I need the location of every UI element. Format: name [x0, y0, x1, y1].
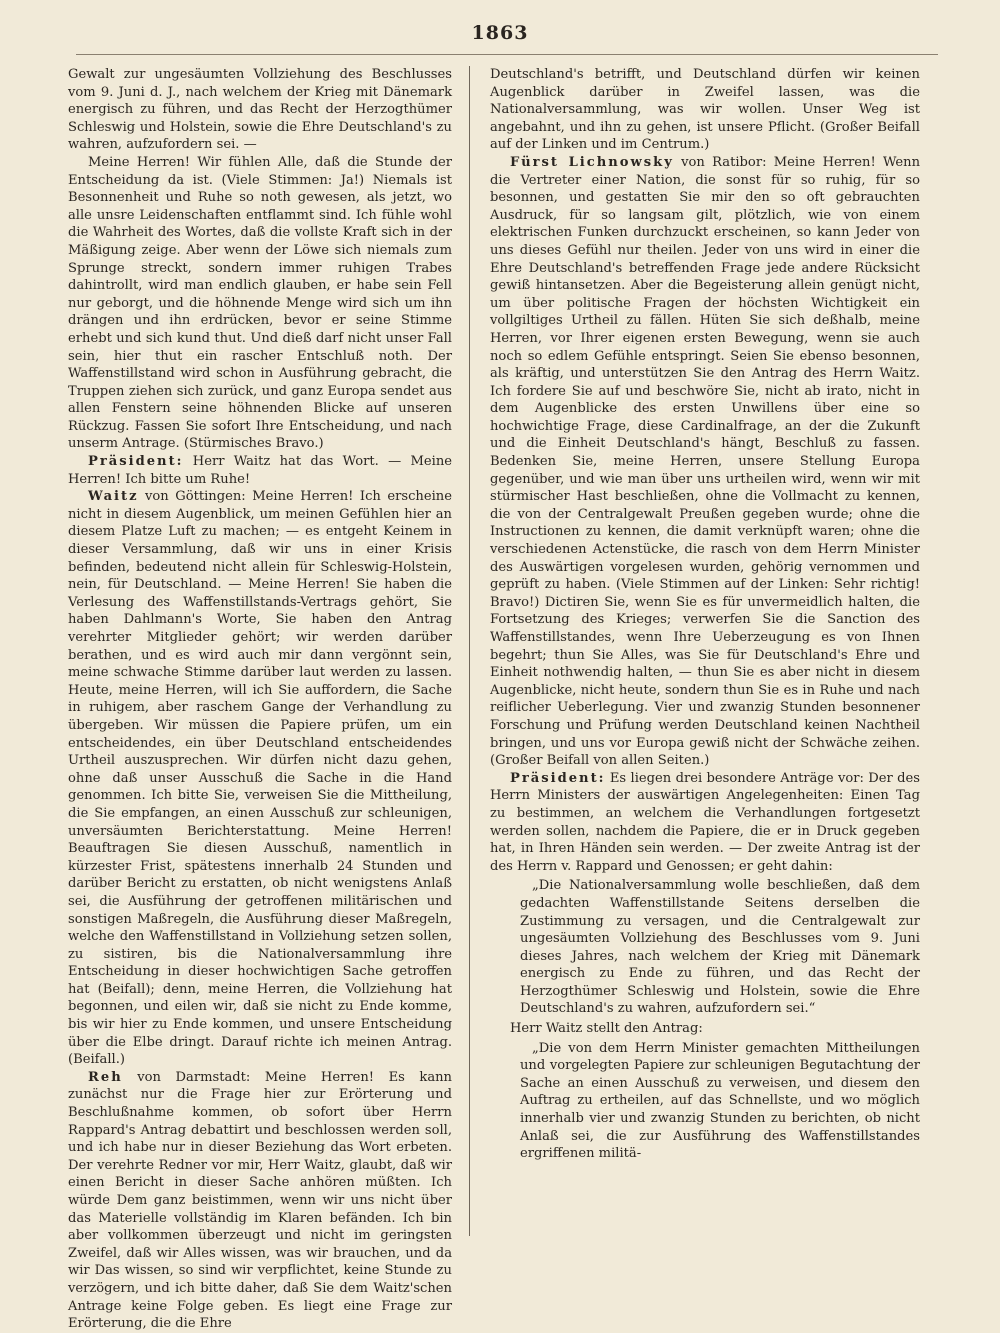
speaker-name: Waitz [88, 489, 139, 505]
paragraph-text: Deutschland's betrifft, und Deutschland dürfen wir keinen Augenblick darüber in Zweifel lassen, was die Nationalversammlung, was wir wollen. Unser Weg ist angebahnt, und ihn zu gehen, ist unsere Pflicht. (Großer Beifall auf der Linken und im Centrum.) [490, 67, 920, 153]
quoted-motion [520, 877, 920, 1018]
paragraph-text: Es liegen drei besondere Anträge vor: Der des Herrn Ministers der auswärtigen Angelegenheiten: Einen Tag zu bestimmen, an welchem die Verhandlungen fortgesetzt werden sollen, nachdem die Papiere, die er in Druck gegeben hat, in Ihren Händen sein werden. — Der zweite Antrag ist der des Herrn v. Rappard und Genossen; er geht dahin: [490, 770, 920, 874]
page-number: 1863 [471, 22, 529, 44]
paragraph [68, 1069, 452, 1333]
quote-text: „Die Nationalversammlung wolle beschließen, daß dem gedachten Waffenstillstande Seitens derselben die Zustimmung zu versagen, und die Centralgewalt zur ungesäumten Vollziehung des Beschlusses vom 9. Juni dieses Jahres, nach welchem der Krieg mit Dänemark energisch zu Ende zu führen, und das Recht der Herzogthümer Schleswig und Holstein, sowie die Ehre Deutschland's zu wahren, aufzufordern sei.“ [520, 878, 920, 1017]
paragraph [490, 66, 920, 154]
speaker-name: Fürst Lichnowsky [510, 154, 674, 170]
header-rule [76, 54, 938, 55]
paragraph [68, 453, 452, 488]
quote-text: „Die von dem Herrn Minister gemachten Mittheilungen und vorgelegten Papiere zur schleunigen Begutachtung der Sache an einen Ausschuß zu verweisen, und diesem den Auftrag zu ertheilen, auf das Schnellste, und wo möglich innerhalb vier und zwanzig Stunden zu berichten, ob nicht Anlaß sei, die zur Ausführung des Waffenstillstandes ergriffenen militä- [520, 1040, 920, 1162]
paragraph [68, 488, 452, 1069]
paragraph-text: Gewalt zur ungesäumten Vollziehung des Beschlusses vom 9. Juni d. J., nach welchem der Krieg mit Dänemark energisch zu führen, und das Recht der Herzogthümer Schleswig und Holstein, sowie die Ehre Deutschland's zu wahren, aufzufordern sei. — [68, 67, 452, 153]
paragraph [68, 66, 452, 154]
paragraph [490, 154, 920, 770]
paragraph [490, 1020, 920, 1038]
speaker-name: Präsident: [88, 454, 184, 470]
speaker-name: Präsident: [510, 770, 606, 786]
left-column [68, 66, 452, 1333]
paragraph [68, 154, 452, 453]
column-divider [469, 66, 470, 1236]
paragraph [490, 770, 920, 876]
paragraph-text: Herr Waitz stellt den Antrag: [510, 1021, 703, 1037]
quoted-motion [520, 1040, 920, 1163]
paragraph-text: von Ratibor: Meine Herren! Wenn die Vertreter einer Nation, die sonst für so ruhig, für so besonnen, und gestatten Sie mir den so oft gebrauchten Ausdruck, für so langsam gilt, plötzlich, wie von einem elektrischen Funken durchzuckt erscheinen, so kann Jeder von uns dieses Gefühl nur theilen. Jeder von uns wird in einer die Ehre Deutschland's betreffenden Frage jede andere Rücksicht gewiß hintansetzen. Aber die Begeisterung allein genügt nicht, um über politische Fragen der höchsten Wichtigkeit ein vollgiltiges Urtheil zu fällen. Hüten Sie sich deßhalb, meine Herren, vor Ihrer eigenen ersten Bewegung, wenn sie auch noch so edlem Gefühle entspringt. Seien Sie ebenso besonnen, als kräftig, und unterstützen Sie den Antrag des Herrn Waitz. Ich fordere Sie auf und beschwöre Sie, nicht ab irato, nicht in dem Augenblicke des ersten Unwillens über eine so hochwichtige Frage, diese Cardinalfrage, an der die Zukunft und die Einheit Deutschland's hängt, Beschluß zu fassen. Bedenken Sie, meine Herren, unsere Stellung Europa gegenüber, und wie man über uns urtheilen wird, wenn wir mit stürmischer Hast beschließen, ohne die Vollmacht zu kennen, die von der Centralgewalt Preußen gegeben wurde; ohne die Instructionen zu kennen, die damit verknüpft waren; ohne die verschiedenen Actenstücke, die rasch von dem Herrn Minister des Auswärtigen vorgelesen wurden, gehörig vernommen und geprüft zu haben. (Viele Stimmen auf der Linken: Sehr richtig! Bravo!) Dictiren Sie, wenn Sie es für unvermeidlich halten, die Fortsetzung des Krieges; verwerfen Sie die Sanction des Waffenstillstandes, wenn Ihre Ueberzeugung es von Ihnen begehrt; thun Sie Alles, was Sie für Deutschland's Ehre und Einheit nothwendig halten, — thun Sie es aber nicht in diesem Augenblicke, nicht heute, sondern thun Sie es in Ruhe und nach reiflicher Ueberlegung. Vier und zwanzig Stunden besonnener Forschung und Prüfung werden Deutschland keinen Nachtheil bringen, und uns vor Europa gewiß nicht der Schwäche zeihen. (Großer Beifall von allen Seiten.) [490, 154, 921, 769]
right-column [490, 66, 920, 1165]
paragraph-text: von Göttingen: Meine Herren! Ich erscheine nicht in diesem Augenblick, um meinen Gefühlen hier an diesem Platze Luft zu machen; — es entgeht Keinem in dieser Versammlung, daß wir uns in einer Krisis befinden, bedeutend nicht allein für Schleswig-Holstein, nein, für Deutschland. — Meine Herren! Sie haben die Verlesung des Waffenstillstands-Vertrags gehört, Sie haben Dahlmann's Worte, Sie haben den Antrag verehrter Mitglieder gehört; wir werden darüber berathen, und es wird auch mir dann vergönnt sein, meine schwache Stimme darüber laut werden zu lassen. Heute, meine Herren, will ich Sie auffordern, die Sache in ruhigem, aber raschem Gange der Verhandlung zu übergeben. Wir müssen die Papiere prüfen, um ein entscheidendes, ein über Deutschland entscheidendes Urtheil auszusprechen. Wir dürfen nicht dazu gehen, ohne daß unser Ausschuß die Sache in die Hand genommen. Ich bitte Sie, verweisen Sie die Mittheilung, die Sie empfangen, an einen Ausschuß zur schleunigen, unversäumten Berichterstattung. Meine Herren! Beauftragen Sie diesen Ausschuß, namentlich in kürzester Frist, spätestens innerhalb 24 Stunden und darüber Bericht zu erstatten, ob nicht wenigstens Anlaß sei, die Ausführung der getroffenen militärischen und sonstigen Maßregeln, die Ausführung dieser Maßregeln, welche den Waffenstillstand in Vollziehung setzen sollen, zu sistiren, bis die Nationalversammlung ihre Entscheidung in dieser hochwichtigen Sache getroffen hat (Beifall); denn, meine Herren, die Vollziehung hat begonnen, und eilen wir, daß sie nicht zu Ende komme, bis wir hier zu Ende kommen, und unsere Entscheidung über die Elbe dringt. Darauf richte ich meinen Antrag. (Beifall.) [68, 489, 452, 1068]
paragraph-text: von Darmstadt: Meine Herren! Es kann zunächst nur die Frage hier zur Erörterung und Beschlußnahme kommen, ob sofort über Herrn Rappard's Antrag debattirt und beschlossen werden soll, und ich habe nur in dieser Beziehung das Wort erbeten. Der verehrte Redner vor mir, Herr Waitz, glaubt, daß wir einen Bericht in dieser Sache anhören müßten. Ich würde Dem ganz beistimmen, wenn wir uns nicht über das Materielle vollständig im Klaren befänden. Ich bin aber vollkommen überzeugt und nicht im geringsten Zweifel, daß wir Alles wissen, was wir brauchen, und da wir Das wissen, so sind wir verpflichtet, keine Stunde zu verzögern, und ich bitte daher, daß Sie dem Waitz'schen Antrage keine Folge geben. Es liegt eine Frage zur Erörterung, die die Ehre [68, 1069, 452, 1332]
speaker-name: Reh [88, 1069, 123, 1085]
paragraph-text: Meine Herren! Wir fühlen Alle, daß die Stunde der Entscheidung da ist. (Viele Stimmen: Ja!) Niemals ist Besonnenheit und Ruhe so noth gewesen, als jetzt, wo alle unsre Leidenschaften entflammt sind. Ich fühle wohl die Wahrheit des Wortes, daß die vollste Kraft sich in der Mäßigung zeige. Aber wenn der Löwe sich niemals zum Sprunge streckt, sondern immer ruhigen Trabes dahintrollt, wird man endlich glauben, er habe sein Fell nur geborgt, und die höhnende Menge wird sich um ihn drängen und ihn erdrücken, bevor er seine Stimme erhebt und sich kund thut. Und dieß darf nicht unser Fall sein, hier thut ein rascher Entschluß noth. Der Waffenstillstand wird schon in Ausführung gebracht, die Truppen ziehen sich zurück, und ganz Europa sendet aus allen Fenstern seine höhnenden Blicke auf unseren Rückzug. Fassen Sie sofort Ihre Entscheidung, und nach unserm Antrage. (Stürmisches Bravo.) [68, 154, 452, 452]
paragraph-text: Herr Waitz hat das Wort. — Meine Herren! Ich bitte um Ruhe! [68, 454, 453, 487]
